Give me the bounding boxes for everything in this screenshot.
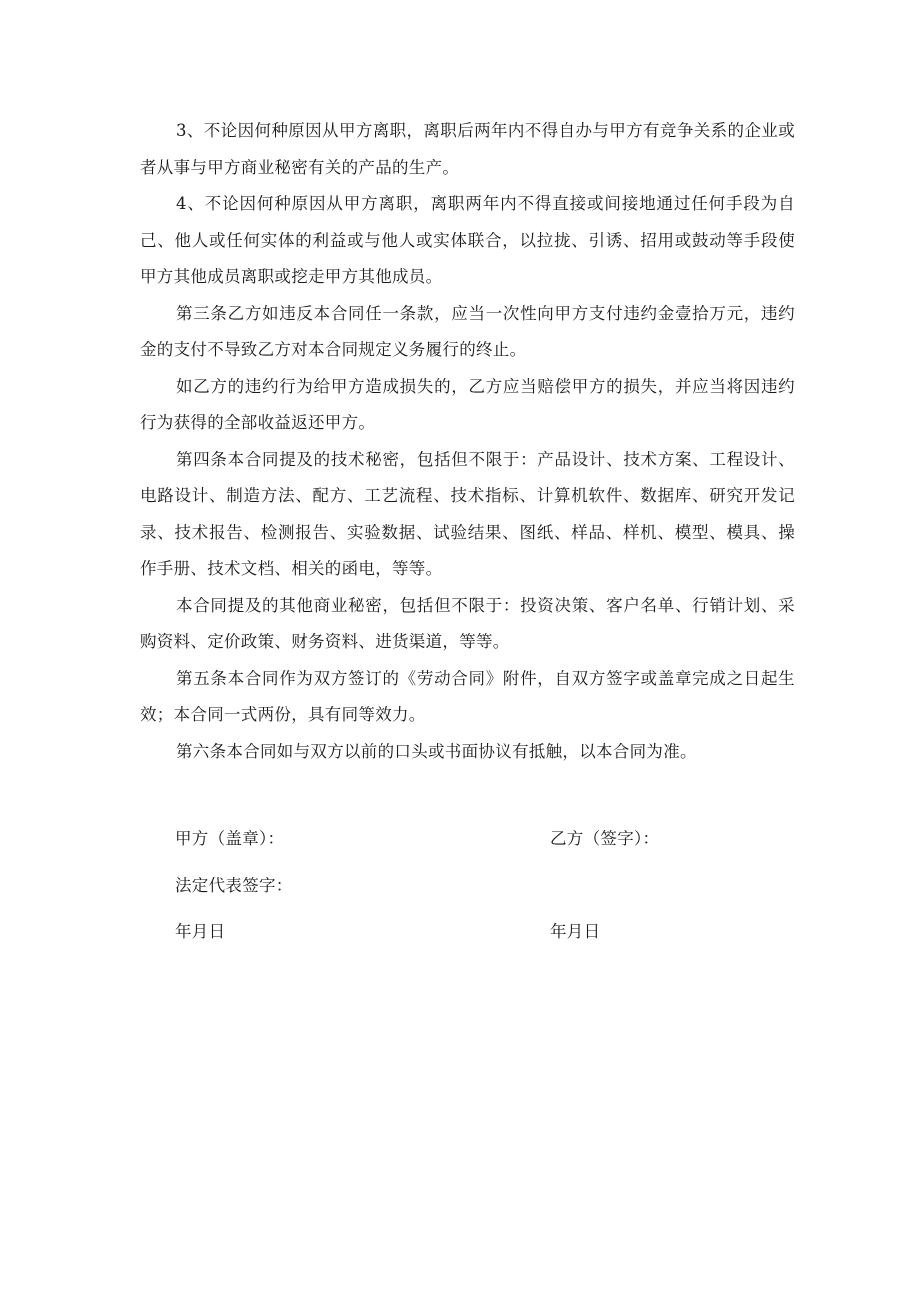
party-b-signature-label: 乙方（签字）： — [550, 829, 660, 848]
article-5-paragraph: 第五条本合同作为双方签订的《劳动合同》附件，自双方签字或盖章完成之日起生效；本合同一式两份，具有同等效力。 — [140, 668, 795, 724]
contract-body — [140, 113, 795, 770]
party-a-seal-label: 甲方（盖章）： — [175, 829, 285, 848]
party-b-date-label: 年月日 — [550, 922, 601, 941]
article-3-paragraph: 第三条乙方如违反本合同任一条款，应当一次性向甲方支付违约金壹拾万元，违约金的支付不导致乙方对本合同规定义务履行的终止。 — [140, 303, 795, 359]
other-secrets-paragraph: 本合同提及的其他商业秘密，包括但不限于：投资决策、客户名单、行销计划、采购资料、定价政策、财务资料、进货渠道，等等。 — [140, 595, 795, 651]
party-a-date-label: 年月日 — [175, 922, 226, 941]
article-4-paragraph: 第四条本合同提及的技术秘密，包括但不限于：产品设计、技术方案、工程设计、电路设计、制造方法、配方、工艺流程、技术指标、计算机软件、数据库、研究开发记录、技术报告、检测报告、实验数据、试验结果、图纸、样品、样机、模型、模具、操作手册、技术文档、相关的函电，等等。 — [140, 449, 795, 578]
damages-paragraph: 如乙方的违约行为给甲方造成损失的，乙方应当赔偿甲方的损失，并应当将因违约行为获得的全部收益返还甲方。 — [140, 376, 795, 432]
clause-4-paragraph: 4、不论因何种原因从甲方离职，离职两年内不得直接或间接地通过任何手段为自己、他人或任何实体的利益或与他人或实体联合，以拉拢、引诱、招用或鼓动等手段使甲方其他成员离职或挖走甲方其他成员。 — [140, 194, 795, 286]
legal-representative-signature-label: 法定代表签字： — [175, 876, 293, 895]
clause-3-paragraph: 3、不论因何种原因从甲方离职，离职后两年内不得自办与甲方有竞争关系的企业或者从事与甲方商业秘密有关的产品的生产。 — [140, 121, 795, 177]
article-6-paragraph: 第六条本合同如与双方以前的口头或书面协议有抵触，以本合同为准。 — [176, 741, 697, 761]
